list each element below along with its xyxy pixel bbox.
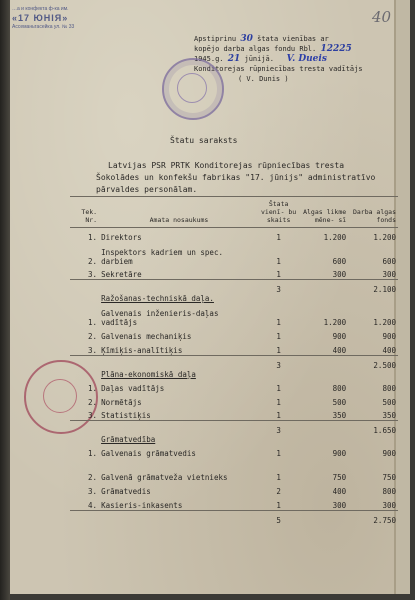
row-fund xyxy=(348,266,398,280)
approval-line-3 xyxy=(194,54,363,64)
row-count xyxy=(259,510,298,525)
row-salary xyxy=(298,280,348,295)
row-count xyxy=(259,393,298,407)
handwritten-count: 30 xyxy=(240,34,253,44)
row-number xyxy=(70,341,99,355)
row-fund xyxy=(348,228,398,242)
row-count xyxy=(259,496,298,510)
row-position-text: Grāmatvedība xyxy=(101,435,156,444)
row-position-text: Inspektors kadriem un spec. darbiem xyxy=(101,247,223,266)
row-fund-text: 2.750 xyxy=(373,515,396,525)
row-salary xyxy=(298,435,348,444)
row-count xyxy=(259,327,298,341)
row-position xyxy=(99,370,259,379)
seal-inner-ring xyxy=(177,73,207,103)
factory-stamp-name: «17 ЮНІЯ» xyxy=(12,13,69,23)
row-fund-text: 2.500 xyxy=(373,360,396,370)
header-number: Tek. Nr. xyxy=(70,197,99,228)
row-count xyxy=(259,341,298,355)
row-fund-text: 300 xyxy=(382,500,396,510)
header-salary: Algas likme mēne- sī xyxy=(298,197,348,228)
approval-line-1 xyxy=(194,34,363,44)
row-fund xyxy=(348,379,398,393)
row-position-text: Statistiķis xyxy=(101,411,151,420)
row-fund-text: 1.200 xyxy=(373,318,396,327)
row-position xyxy=(99,482,259,496)
signature: V. Dueis xyxy=(286,54,327,64)
table-row xyxy=(70,379,398,393)
row-position-text: Galvenais grāmatvedis xyxy=(101,449,196,458)
factory-stamp-line3: Ассеманьтасейка ул. № 33 xyxy=(12,24,75,30)
approval-line-5: ( V. Dunis ) xyxy=(238,75,289,83)
row-position-text: Galvenā grāmatveža vietnieks xyxy=(101,473,228,482)
row-salary xyxy=(298,444,348,458)
row-count-text: 3 xyxy=(276,285,281,294)
row-salary-text: 600 xyxy=(332,256,347,266)
row-fund xyxy=(348,444,398,458)
row-fund-text: 900 xyxy=(382,332,396,341)
row-fund-text: 1.650 xyxy=(373,426,396,435)
row-fund-text: 400 xyxy=(382,345,396,355)
row-position-text: Ražošanas-techniskā daļa. xyxy=(101,294,214,303)
page-edge-strip xyxy=(396,0,410,594)
approval-text: kopējo darba algas fondu Rbl. xyxy=(194,45,317,53)
official-seal xyxy=(162,58,224,120)
row-fund xyxy=(348,341,398,355)
row-number xyxy=(70,266,99,280)
row-number-text: 1. xyxy=(88,449,98,458)
row-position xyxy=(99,303,259,327)
row-count xyxy=(259,266,298,280)
row-count xyxy=(259,303,298,327)
row-position xyxy=(99,407,259,421)
row-salary-text: 300 xyxy=(332,270,347,279)
row-count-text: 1 xyxy=(276,332,281,341)
approval-month: jūnijā. xyxy=(244,55,274,63)
row-number-text: 2. xyxy=(88,473,98,482)
row-number xyxy=(70,444,99,458)
row-position xyxy=(99,435,259,444)
row-number xyxy=(70,458,99,482)
row-fund-text: 350 xyxy=(382,411,396,420)
table-row xyxy=(70,341,398,355)
row-number xyxy=(70,370,99,379)
section-row xyxy=(70,370,398,379)
row-number-text: 2. xyxy=(88,397,98,407)
row-position xyxy=(99,266,259,280)
row-position-text: Sekretāre xyxy=(101,270,142,279)
row-position xyxy=(99,327,259,341)
row-position xyxy=(99,393,259,407)
row-number-text: 2. xyxy=(88,256,98,266)
row-salary xyxy=(298,379,348,393)
row-position xyxy=(99,444,259,458)
row-position-text: Galvenais mechaniķis xyxy=(101,332,192,341)
header-count: Štata vienī- bu skaits xyxy=(259,197,298,228)
staff-table xyxy=(70,196,398,525)
row-salary-text: 900 xyxy=(332,449,347,458)
row-number xyxy=(70,379,99,393)
row-count xyxy=(259,421,298,436)
row-count-text: 1 xyxy=(276,449,281,458)
row-salary-text: 900 xyxy=(332,332,347,341)
row-position-text: Ķīmiķis-analītiķis xyxy=(101,345,183,355)
row-fund-text: 1.200 xyxy=(373,232,396,242)
row-fund xyxy=(348,327,398,341)
row-count-text: 1 xyxy=(276,345,281,355)
document-title: Štatu saraksts xyxy=(170,136,238,145)
factory-stamp-line1: …а и конфекта ф-ка им. xyxy=(12,6,69,12)
row-salary xyxy=(298,510,348,525)
header-fund: Darba algas fonds xyxy=(348,197,398,228)
row-count xyxy=(259,458,298,482)
row-count-text: 1 xyxy=(276,232,281,242)
row-fund-text: 2.100 xyxy=(373,285,396,294)
row-count xyxy=(259,370,298,379)
row-salary-text: 1.200 xyxy=(323,318,347,327)
approval-line-2 xyxy=(194,44,363,54)
row-number-text: 4. xyxy=(88,500,98,510)
row-number-text: 3. xyxy=(88,487,98,496)
row-fund xyxy=(348,421,398,436)
row-count xyxy=(259,482,298,496)
row-number xyxy=(70,421,99,436)
row-number-text: 1. xyxy=(88,383,98,393)
subtotal-row xyxy=(70,510,398,525)
row-position xyxy=(99,379,259,393)
row-position xyxy=(99,496,259,510)
row-fund xyxy=(348,458,398,482)
row-number xyxy=(70,303,99,327)
row-salary xyxy=(298,458,348,482)
row-salary xyxy=(298,482,348,496)
row-salary-text: 400 xyxy=(332,345,347,355)
row-count-text: 1 xyxy=(276,256,281,266)
row-salary xyxy=(298,294,348,303)
intro-line: pārvaldes personālam. xyxy=(96,185,198,194)
subtotal-row xyxy=(70,355,398,370)
row-salary xyxy=(298,228,348,242)
row-position-text: Normētājs xyxy=(101,397,142,407)
row-count-text: 1 xyxy=(276,397,281,407)
row-number xyxy=(70,327,99,341)
row-salary xyxy=(298,407,348,421)
table-body xyxy=(70,228,398,525)
table-header-row xyxy=(70,197,398,228)
row-number xyxy=(70,228,99,242)
row-number-text: 2. xyxy=(88,332,98,341)
row-salary-text: 400 xyxy=(332,487,347,496)
row-fund-text: 600 xyxy=(382,256,396,266)
row-count-text: 3 xyxy=(276,426,281,435)
approval-line-4: Konditorejas rūpniecības tresta vadītājs xyxy=(194,65,363,73)
row-fund-text: 500 xyxy=(382,397,396,407)
row-salary xyxy=(298,242,348,266)
row-salary-text: 350 xyxy=(332,411,347,420)
intro-line: Šokolādes un konfekšu fabrikas "17. jūnijs" administratīvo xyxy=(96,173,376,182)
row-salary xyxy=(298,421,348,436)
subtotal-row xyxy=(70,280,398,295)
subtotal-row xyxy=(70,421,398,436)
row-count xyxy=(259,280,298,295)
row-fund xyxy=(348,242,398,266)
row-fund xyxy=(348,303,398,327)
row-fund xyxy=(348,355,398,370)
table-row xyxy=(70,303,398,327)
handwritten-day: 21 xyxy=(227,54,241,64)
row-position-text: Plāna-ekonomiskā daļa xyxy=(101,369,196,379)
table-row xyxy=(70,393,398,407)
table-row xyxy=(70,482,398,496)
row-number xyxy=(70,482,99,496)
row-position xyxy=(99,341,259,355)
row-number xyxy=(70,294,99,303)
table-row xyxy=(70,458,398,482)
row-number xyxy=(70,435,99,444)
table-row xyxy=(70,444,398,458)
row-fund xyxy=(348,294,398,303)
row-number xyxy=(70,355,99,370)
row-count-text: 1 xyxy=(276,318,281,327)
document-page xyxy=(10,0,410,594)
row-number xyxy=(70,510,99,525)
folio-number: 40 xyxy=(372,8,392,26)
row-number-text: 3. xyxy=(88,411,98,420)
row-fund-text: 300 xyxy=(382,270,396,279)
section-row xyxy=(70,435,398,444)
row-count-text: 2 xyxy=(276,487,281,496)
row-number-text: 3. xyxy=(88,270,98,279)
row-number xyxy=(70,407,99,421)
row-number-text: 1. xyxy=(88,318,98,327)
row-salary-text: 750 xyxy=(332,473,347,482)
row-salary xyxy=(298,327,348,341)
row-position xyxy=(99,228,259,242)
row-count xyxy=(259,355,298,370)
row-count xyxy=(259,242,298,266)
row-salary xyxy=(298,266,348,280)
header-position: Amata nosaukums xyxy=(99,197,259,228)
row-count xyxy=(259,379,298,393)
table-row xyxy=(70,327,398,341)
row-fund xyxy=(348,482,398,496)
row-position xyxy=(99,458,259,482)
row-count xyxy=(259,228,298,242)
row-position xyxy=(99,294,259,303)
row-position-text: Grāmatvedis xyxy=(101,487,151,496)
row-position xyxy=(99,242,259,266)
row-count xyxy=(259,294,298,303)
row-count-text: 1 xyxy=(276,500,281,510)
row-number xyxy=(70,280,99,295)
row-salary xyxy=(298,355,348,370)
row-fund xyxy=(348,510,398,525)
row-fund-text: 800 xyxy=(382,487,396,496)
row-position-text: Kasieris-inkasents xyxy=(101,500,183,510)
row-position xyxy=(99,510,259,525)
row-count-text: 1 xyxy=(276,383,281,393)
row-fund xyxy=(348,407,398,421)
row-fund xyxy=(348,435,398,444)
row-fund-text: 800 xyxy=(382,383,396,393)
row-fund-text: 750 xyxy=(382,473,396,482)
row-count xyxy=(259,444,298,458)
table-row xyxy=(70,496,398,510)
row-fund xyxy=(348,393,398,407)
row-salary xyxy=(298,303,348,327)
row-position-text: Galvenais inženieris-daļas vadītājs xyxy=(101,309,219,327)
row-salary xyxy=(298,496,348,510)
approval-text: Apstiprinu xyxy=(194,35,237,43)
row-count-text: 3 xyxy=(276,360,281,370)
table-row xyxy=(70,407,398,421)
section-row xyxy=(70,294,398,303)
row-salary xyxy=(298,341,348,355)
row-fund xyxy=(348,280,398,295)
row-fund-text: 900 xyxy=(382,449,396,458)
binding-spine xyxy=(0,0,10,600)
row-number-text: 3. xyxy=(88,345,98,355)
row-position-text: Direktors xyxy=(101,232,142,242)
approval-year: 1945.g. xyxy=(194,55,224,63)
row-salary-text: 500 xyxy=(332,397,347,407)
row-number-text: 1. xyxy=(88,232,98,242)
approval-text: štata vienības ar xyxy=(257,35,329,43)
row-salary xyxy=(298,393,348,407)
table-row xyxy=(70,228,398,242)
handwritten-amount: 12225 xyxy=(320,44,352,54)
row-count-text: 5 xyxy=(276,515,281,525)
row-salary-text: 1.200 xyxy=(323,232,347,242)
factory-stamp xyxy=(12,6,94,31)
document-intro xyxy=(96,160,386,196)
row-number xyxy=(70,393,99,407)
row-position xyxy=(99,280,259,295)
row-number xyxy=(70,242,99,266)
row-count-text: 1 xyxy=(276,473,281,482)
row-salary xyxy=(298,370,348,379)
table-row xyxy=(70,266,398,280)
row-position xyxy=(99,421,259,436)
intro-line: Latvijas PSR PRTK Konditorejas rūpniecības tresta xyxy=(108,161,345,170)
row-number xyxy=(70,496,99,510)
row-salary-text: 800 xyxy=(332,383,347,393)
row-position-text: Daļas vadītājs xyxy=(101,383,165,393)
row-count-text: 1 xyxy=(276,270,281,279)
row-position xyxy=(99,355,259,370)
table-row xyxy=(70,242,398,266)
row-count xyxy=(259,435,298,444)
row-fund xyxy=(348,370,398,379)
row-fund xyxy=(348,496,398,510)
row-salary-text: 300 xyxy=(332,500,347,510)
row-count-text: 1 xyxy=(276,411,281,420)
row-count xyxy=(259,407,298,421)
